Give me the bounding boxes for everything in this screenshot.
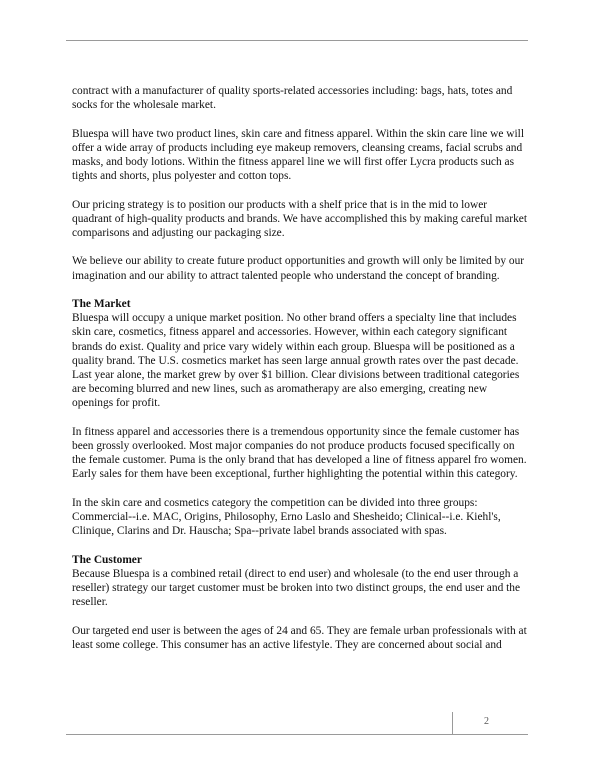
footer-rule xyxy=(66,734,528,735)
paragraph: Our pricing strategy is to position our products with a shelf price that is in the mid to lower quadrant of high-quality products and brands. We have accomplished this by making careful market comparisons and adjusting our packaging size. xyxy=(72,198,527,239)
paragraph: Bluespa will occupy a unique market position. No other brand offers a specialty line that includes skin care, cosmetics, fitness apparel and accessories. However, within each category significant brands do exist. Quality and price vary widely within each group. Bluespa will be positioned as a quality brand. The U.S. cosmetics market has seen large annual growth rates over the past decade. Last year alone, the market grew by over $1 billion. Clear divisions between traditional categories are becoming blurred and new lines, such as aromatherapy are also emerging, creating new openings for profit. xyxy=(72,312,520,410)
paragraph: Our targeted end user is between the ages of 24 and 65. They are female urban professionals with at least some college. This consumer has an active lifestyle. They are concerned about social and xyxy=(72,624,527,651)
paragraph: Bluespa will have two product lines, skin care and fitness apparel. Within the skin care line we will offer a wide array of products including eye makeup removers, cleansing creams, facial scrubs and masks, and body lotions. Within the fitness apparel line we will first offer Lycra products such as tights and shorts, plus polyester and cotton tops. xyxy=(72,127,524,183)
page-number: 2 xyxy=(484,716,489,727)
paragraph: In fitness apparel and accessories there is a tremendous opportunity since the female customer has been grossly overlooked. Most major companies do not produce products focused specifically on the female customer. Puma is the only brand that has developed a line of fitness apparel fro women. Early sales for them have been exceptional, further highlighting the potential within this category. xyxy=(72,425,527,481)
section-heading-customer: The Customer xyxy=(72,553,142,566)
header-rule xyxy=(66,40,528,41)
paragraph: In the skin care and cosmetics category the competition can be divided into three groups: Commercial--i.e. MAC, Origins, Philosophy, Erno Laslo and Shesheido; Clinical--i.e. Kiehl's, Clinique, Clarins and Dr. Hauscha; Spa--private label brands associated with spas. xyxy=(72,496,501,538)
page-number-box xyxy=(452,712,527,734)
section-heading-market: The Market xyxy=(72,297,131,310)
document-body xyxy=(72,84,528,666)
paragraph: contract with a manufacturer of quality sports-related accessories including: bags, hats, totes and socks for the wholesale market. xyxy=(72,85,513,112)
paragraph: Because Bluespa is a combined retail (direct to end user) and wholesale (to the end user through a reseller) strategy our target customer must be broken into two distinct groups, the end user and the reseller. xyxy=(72,567,521,609)
paragraph: We believe our ability to create future product opportunities and growth will only be limited by our imagination and our ability to attract talented people who understand the concept of branding. xyxy=(72,255,525,282)
